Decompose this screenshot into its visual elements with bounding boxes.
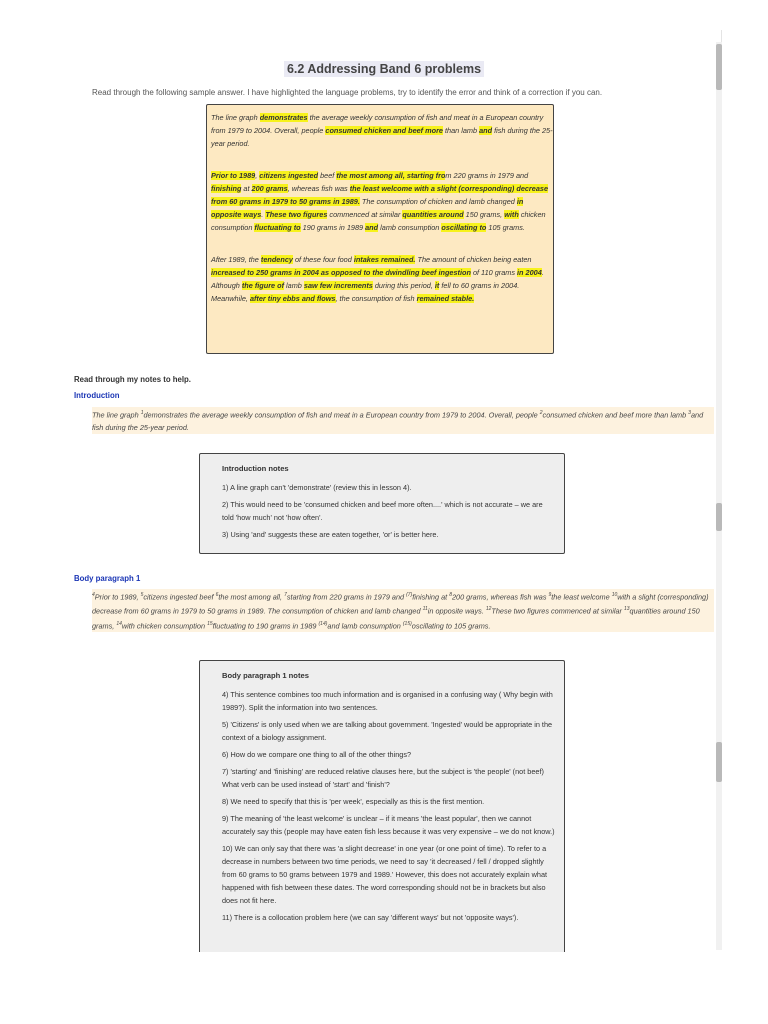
text-segment: lamb [284,281,304,290]
text-segment: the most among all, [218,592,285,602]
notes-list [222,481,556,541]
note-number: 14 [116,620,122,627]
text-segment: in opposite ways. [427,606,486,616]
text-segment: beef [318,171,337,180]
note-number: 5 [140,592,144,598]
text-segment: Prior to 1989, [94,592,141,602]
highlighted-error: These two figures [265,210,328,219]
notes-title: Introduction notes [222,464,289,473]
note-number: 4 [92,592,95,598]
highlighted-error: Prior to 1989 [211,171,256,180]
introduction-notes-box [199,453,565,554]
text-segment: fish during the 25-year period. [211,126,553,148]
highlighted-error: in opposite ways [211,197,524,219]
highlighted-error: intakes remained. [353,255,416,264]
text-segment: , the consumption of fish [335,294,417,303]
text-segment: during this period, [372,281,435,290]
highlighted-error: the least welcome with a slight (corresponding) decrease from 60 grams in 1979 to 50 grams in 1989. [211,184,549,206]
highlighted-error: tendency [260,255,293,264]
notes-intro-text: Read through my notes to help. [74,375,191,384]
text-segment: and fish during the 25-year period. [92,410,704,433]
note-number: 8 [449,592,452,598]
text-segment: . Although [211,268,544,290]
text-segment: The amount of chicken being eaten [415,255,532,264]
highlighted-error: and [479,126,493,135]
note-number: (7) [406,592,413,598]
text-segment: the least welcome [551,592,612,602]
note-item: 3) Using 'and' suggests these are eaten together, 'or' is better here. [222,530,439,539]
text-segment: the average weekly consumption of fish and meat in a European country from 1979 to 2004. Overall, people [211,113,544,135]
text-segment: After 1989, the [211,255,261,264]
highlighted-error: with [504,210,519,219]
highlighted-error: finishing [211,184,242,193]
text-segment: commenced at similar [327,210,403,219]
highlighted-error: the most among all, starting fro [336,171,446,180]
introduction-quote [92,407,714,434]
note-item: 2) This would need to be 'consumed chicken and beef more often....' which is not accurate – we are told 'how much' not 'how often'. [222,500,543,522]
notes-title: Body paragraph 1 notes [222,671,309,680]
note-number: 2 [539,410,543,416]
text-segment: demonstrates the average weekly consumption of fish and meat in a European country from 1979 to 2004. Overall, people [143,410,540,420]
body-paragraph-1-quote [92,589,714,632]
highlighted-error: demonstrates [259,113,308,122]
note-item: 1) A line graph can't 'demonstrate' (review this in lesson 4). [222,483,412,492]
text-segment: The line graph [211,113,260,122]
note-number: 13 [623,606,630,613]
note-number: 12 [485,606,492,613]
sample-paragraph [211,111,553,150]
note-item: 7) 'starting' and 'finishing' are reduced relative clauses here, but the subject is 'the people' (not beef) What verb can be used instead of 'start' and 'finish'? [222,767,544,789]
note-number: 7 [284,592,287,598]
text-segment: These two figures commenced at similar [491,606,624,616]
text-segment: 200 grams, whereas fish was [451,592,549,602]
text-segment: The consumption of chicken and lamb changed [359,197,517,206]
note-item: 10) We can only say that there was 'a slight decrease' in one year (or one point of time). To refer to a decrease in numbers between two time periods, we need to say 'it decreased / fell / dropped slightly from 60 grams to 50 grams between 1979 and 1989.' However, this does not accurately explain what happened with fish between these dates. The word corresponding should not be in brackets but also does not fit here. [222,844,548,905]
text-segment: with a slight (corresponding) decrease from 60 grams in 1979 to 50 grams in 1989. The consumption of chicken and lamb changed [92,592,709,616]
text-segment: with chicken consumption [121,621,208,631]
text-segment: chicken consumption [211,210,546,232]
highlighted-error: citizens ingested [259,171,319,180]
text-segment: 105 grams. [486,223,525,232]
note-number: (14) [318,620,328,627]
body-paragraph-1-heading: Body paragraph 1 [74,574,141,583]
note-number: 3 [688,410,691,416]
text-segment: citizens ingested beef [143,592,216,602]
text-segment: . [261,210,266,219]
text-segment: starting from 220 grams in 1979 and [286,592,407,602]
text-segment: than lamb [443,126,480,135]
highlighted-error: the figure of [241,281,285,290]
text-segment: consumed chicken and beef more than lamb [542,410,689,420]
text-segment: fell to 60 grams in 2004. Meanwhile, [211,281,520,303]
note-item: 8) We need to specify that this is 'per week', especially as this is the first mention. [222,797,485,806]
highlighted-error: in 2004 [517,268,542,277]
note-number: 9 [548,592,552,598]
highlighted-error: oscillating to [441,223,487,232]
scrollbar-marker [716,742,722,782]
text-segment: at [241,184,252,193]
highlighted-error: remained stable. [416,294,475,303]
note-number: 1 [140,410,144,416]
text-segment: fluctuating to 190 grams in 1989 [212,621,319,631]
body-paragraph-1-notes-box [199,660,565,952]
introduction-heading: Introduction [74,391,120,400]
highlighted-error: quantities around [402,210,464,219]
note-item: 11) There is a collocation problem here (we can say 'different ways' but not 'opposite ways'). [222,913,519,922]
text-segment: quantities around 150 grams, [92,606,700,631]
text-segment: of these four food [292,255,354,264]
text-segment: and lamb consumption [327,621,403,631]
highlighted-error: 200 grams [251,184,288,193]
note-number: 15 [207,620,213,627]
highlighted-error: fluctuating to [254,223,301,232]
note-item: 9) The meaning of 'the least welcome' is unclear – if it means 'the least popular', then we cannot accurately say this (people may have eaten fish less because it was very expensive – we do not know.) [222,814,555,836]
highlighted-error: saw few increments [303,281,373,290]
highlighted-error: it [434,281,440,290]
highlighted-error: and [365,223,379,232]
notes-list [222,688,556,924]
text-segment: m 220 grams in 1979 and [445,171,529,180]
sample-paragraph [211,169,553,234]
text-segment: The line graph [92,410,141,420]
note-item: 4) This sentence combines too much information and is organised in a confusing way ( Why begin with 1989?). Split the information into two sentences. [222,690,553,712]
text-segment: 150 grams, [463,210,505,219]
note-item: 6) How do we compare one thing to all of the other things? [222,750,412,759]
scrollbar-track[interactable] [716,42,722,950]
text-segment: 190 grams in 1989 [300,223,366,232]
text-segment: of 110 grams [470,268,518,277]
highlighted-error: consumed chicken and beef more [325,126,443,135]
text-segment: oscillating to 105 grams. [411,621,491,631]
sample-answer-box [206,104,554,354]
text-segment: finishing at [412,592,450,602]
instruction-text: Read through the following sample answer. I have highlighted the language problems, try to identify the error and think of a correction if you can. [92,88,603,97]
note-number: (15) [402,620,412,627]
sample-paragraph [211,253,553,305]
highlighted-error: after tiny ebbs and flows [249,294,336,303]
note-number: 10 [611,592,618,598]
text-segment: , [255,171,260,180]
text-segment: , whereas fish was [287,184,350,193]
note-item: 5) 'Citizens' is only used when we are talking about government. 'Ingested' would be appropriate in the context of a biology assignment. [222,720,553,742]
scrollbar-marker [716,503,722,531]
note-number: 11 [422,606,428,613]
highlighted-error: increased to 250 grams in 2004 as opposed to the dwindling beef ingestion [211,268,471,277]
text-segment: lamb consumption [378,223,442,232]
note-number: 6 [215,592,219,598]
page-title: 6.2 Addressing Band 6 problems [0,62,768,76]
